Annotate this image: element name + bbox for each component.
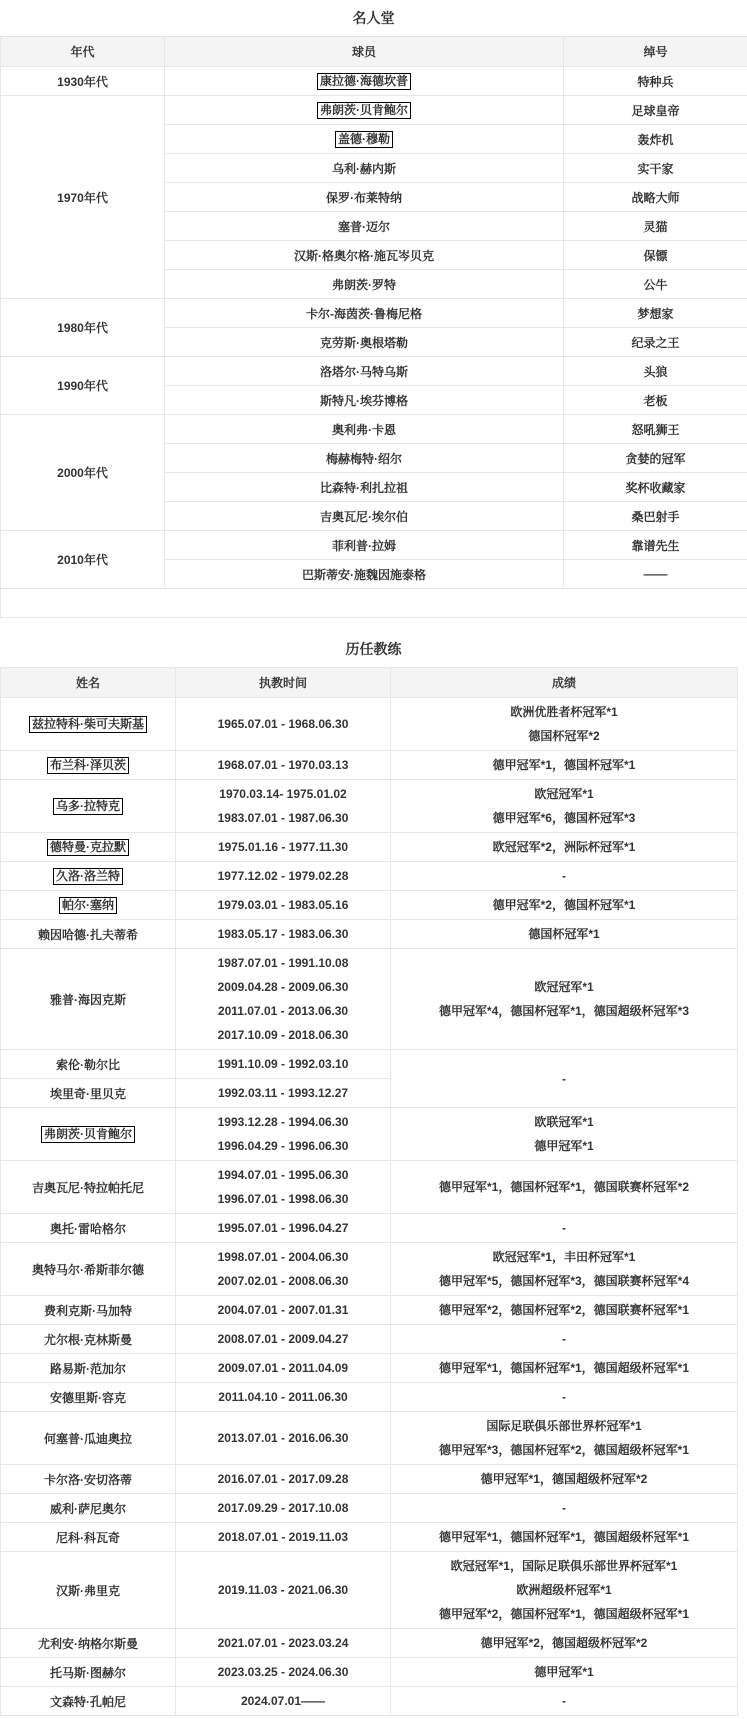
coach-period-line: 2018.07.01 - 2019.11.03 [217, 1530, 349, 1544]
coach-name-cell [1, 751, 176, 780]
coaches-title: 历任教练 [345, 641, 402, 657]
coach-row [1, 1629, 738, 1658]
coach-period-line: 1992.03.11 - 1993.12.27 [217, 1086, 349, 1100]
coach-period-cell [176, 1354, 391, 1383]
coach-row [1, 1108, 738, 1161]
coach-period-cell [176, 1108, 391, 1161]
coach-achievement-line: 德甲冠军*1 [534, 1665, 594, 1679]
coach-name-cell: 费利克斯·马加特 [1, 1296, 176, 1325]
hall-of-fame-row [1, 299, 747, 328]
player-cell [165, 67, 564, 96]
coach-period-line: 2017.10.09 - 2018.06.30 [217, 1028, 349, 1042]
coach-period-cell [176, 1243, 391, 1296]
coach-name-cell: 安德里斯·容克 [1, 1383, 176, 1412]
hall-of-fame-table [0, 36, 747, 618]
coach-name-cell: 尼科·科瓦奇 [1, 1523, 176, 1552]
hall-of-fame-column-header-2: 球员 [165, 37, 564, 67]
coach-name-cell: 奥特马尔·希斯菲尔德 [1, 1243, 176, 1296]
player-cell [165, 96, 564, 125]
hall-of-fame-header-row [1, 37, 747, 67]
coach-period-cell [176, 1079, 391, 1108]
coach-name-cell [1, 862, 176, 891]
coach-row [1, 1687, 738, 1716]
coach-achievement-cell [391, 1494, 738, 1523]
coach-period-cell [176, 1629, 391, 1658]
coach-row [1, 891, 738, 920]
coach-achievement-cell [391, 780, 738, 833]
coach-name-cell: 托马斯·图赫尔 [1, 1658, 176, 1687]
coach-row [1, 1214, 738, 1243]
coach-name-cell: 汉斯·弗里克 [1, 1552, 176, 1629]
coach-achievement-cell [391, 1687, 738, 1716]
coach-achievement-cell [391, 1354, 738, 1383]
coach-row [1, 1161, 738, 1214]
hall-of-fame-row [1, 415, 747, 444]
nickname-cell: 战略大师 [564, 183, 747, 212]
player-cell [165, 125, 564, 154]
coaches-column-header-1: 姓名 [1, 668, 176, 698]
coach-period-cell [176, 1214, 391, 1243]
coach-achievement-line: 欧洲优胜者杯冠军*1 [510, 705, 618, 719]
coach-name-link[interactable]: 乌多·拉特克 [53, 798, 123, 815]
coach-period-line: 2008.07.01 - 2009.04.27 [217, 1332, 349, 1346]
player-link[interactable]: 康拉德·海德坎普 [317, 73, 411, 90]
coach-name-link[interactable]: 德特曼·克拉默 [47, 839, 129, 856]
coach-name-cell: 文森特·孔帕尼 [1, 1687, 176, 1716]
coach-achievement-cell [391, 949, 738, 1050]
coach-achievement-line: 德甲冠军*2，德国杯冠军*2，德国联赛杯冠军*1 [438, 1303, 690, 1317]
coach-name-link[interactable]: 兹拉特科·柴可夫斯基 [29, 716, 147, 733]
coach-achievement-cell [391, 1214, 738, 1243]
coach-period-line: 1979.03.01 - 1983.05.16 [217, 898, 349, 912]
coach-name-cell [1, 833, 176, 862]
hall-of-fame-column-header-1: 年代 [1, 37, 165, 67]
coach-achievement-line: 德甲冠军*1，德国杯冠军*1，德国联赛杯冠军*2 [438, 1180, 690, 1194]
nickname-cell: 特种兵 [564, 67, 747, 96]
coach-period-line: 2019.11.03 - 2021.06.30 [217, 1583, 349, 1597]
coach-name-cell: 雅普·海因克斯 [1, 949, 176, 1050]
coach-period-line: 1994.07.01 - 1995.06.30 [217, 1168, 349, 1182]
coach-name-cell: 尤利安·纳格尔斯曼 [1, 1629, 176, 1658]
nickname-cell: 老板 [564, 386, 747, 415]
coach-achievement-cell [391, 1412, 738, 1465]
coach-row [1, 833, 738, 862]
coaches-header-row [1, 668, 738, 698]
coach-row [1, 1658, 738, 1687]
hall-of-fame-header [1, 37, 747, 67]
coach-period-cell [176, 1465, 391, 1494]
coach-period-line: 1965.07.01 - 1968.06.30 [217, 717, 349, 731]
coach-period-line: 1993.12.28 - 1994.06.30 [217, 1115, 349, 1129]
coach-achievement-line: 欧联冠军*1 [534, 1115, 594, 1129]
coach-period-line: 2021.07.01 - 2023.03.24 [217, 1636, 349, 1650]
coach-period-cell [176, 698, 391, 751]
era-cell: 1970年代 [1, 96, 165, 299]
coach-period-line: 2017.09.29 - 2017.10.08 [217, 1501, 349, 1515]
coach-period-line: 2024.07.01—— [240, 1694, 326, 1708]
coach-achievement-cell [391, 698, 738, 751]
coach-achievement-line: - [562, 1501, 566, 1515]
coach-achievement-line: 欧冠冠军*1 [534, 980, 594, 994]
coaches-table [0, 667, 738, 1716]
hall-of-fame-row [1, 67, 747, 96]
nickname-cell: 公牛 [564, 270, 747, 299]
coach-achievement-line: 欧冠冠军*1 [534, 787, 594, 801]
coach-period-cell [176, 1523, 391, 1552]
coach-achievement-line: - [562, 1221, 566, 1235]
coach-period-cell [176, 1412, 391, 1465]
coaches-column-header-3: 成绩 [391, 668, 738, 698]
coach-achievement-line: 国际足联俱乐部世界杯冠军*1 [486, 1419, 642, 1433]
coach-achievement-cell [391, 1243, 738, 1296]
coach-achievement-line: 德甲冠军*2，德国超级杯冠军*2 [480, 1636, 648, 1650]
nickname-cell: 梦想家 [564, 299, 747, 328]
hall-of-fame-row [1, 96, 747, 125]
coach-row [1, 1465, 738, 1494]
coach-achievement-cell [391, 1629, 738, 1658]
nickname-cell: 奖杯收藏家 [564, 473, 747, 502]
coach-period-cell [176, 833, 391, 862]
player-cell: 奥利弗·卡恩 [165, 415, 564, 444]
coach-name-cell [1, 698, 176, 751]
coach-period-line: 1995.07.01 - 1996.04.27 [217, 1221, 349, 1235]
coach-period-line: 1968.07.01 - 1970.03.13 [217, 758, 349, 772]
nickname-cell: 轰炸机 [564, 125, 747, 154]
nickname-cell: 贪婪的冠军 [564, 444, 747, 473]
era-cell: 1990年代 [1, 357, 165, 415]
era-cell: 1980年代 [1, 299, 165, 357]
coach-achievement-line: 德甲冠军*5，德国杯冠军*3，德国联赛杯冠军*4 [438, 1274, 690, 1288]
coach-period-cell [176, 1383, 391, 1412]
coach-achievement-line: 德甲冠军*2，德国杯冠军*1 [492, 898, 636, 912]
coach-achievement-cell [391, 1296, 738, 1325]
hall-of-fame-row [1, 531, 747, 560]
coach-achievement-line: 欧冠冠军*1，丰田杯冠军*1 [492, 1250, 636, 1264]
coach-period-cell [176, 949, 391, 1050]
coach-row [1, 1383, 738, 1412]
coach-achievement-cell [391, 1552, 738, 1629]
coach-period-line: 1991.10.09 - 1992.03.10 [217, 1057, 349, 1071]
coach-row [1, 698, 738, 751]
coach-achievement-line: 欧洲超级杯冠军*1 [516, 1583, 612, 1597]
player-cell: 保罗·布莱特纳 [165, 183, 564, 212]
coaches-column-header-2: 执教时间 [176, 668, 391, 698]
coach-period-cell [176, 1552, 391, 1629]
coach-row [1, 1050, 738, 1079]
coach-name-cell: 何塞普·瓜迪奥拉 [1, 1412, 176, 1465]
coach-period-line: 1996.04.29 - 1996.06.30 [217, 1139, 349, 1153]
player-cell: 菲利普·拉姆 [165, 531, 564, 560]
coach-achievement-cell [391, 1383, 738, 1412]
player-cell: 乌利·赫内斯 [165, 154, 564, 183]
era-cell: 2000年代 [1, 415, 165, 531]
nickname-cell: —— [564, 560, 747, 589]
coach-achievement-cell [391, 833, 738, 862]
coach-achievement-line: 德甲冠军*2，德国杯冠军*1，德国超级杯冠军*1 [438, 1607, 690, 1621]
player-cell: 吉奥瓦尼·埃尔伯 [165, 502, 564, 531]
coach-row [1, 1552, 738, 1629]
coach-achievement-line: 德国杯冠军*2 [528, 729, 600, 743]
coach-achievement-line: - [562, 1071, 566, 1086]
coach-row [1, 1354, 738, 1383]
player-link[interactable]: 弗朗茨·贝肯鲍尔 [317, 102, 411, 119]
coach-achievement-line: - [562, 869, 566, 883]
player-cell: 梅赫梅特·绍尔 [165, 444, 564, 473]
nickname-cell: 纪录之王 [564, 328, 747, 357]
coach-period-cell [176, 1296, 391, 1325]
coach-achievement-cell [391, 891, 738, 920]
coach-row [1, 1296, 738, 1325]
coach-achievement-line: - [562, 1390, 566, 1404]
coach-row [1, 780, 738, 833]
coach-achievement-cell [391, 1523, 738, 1552]
coach-achievement-line: 欧冠冠军*2，洲际杯冠军*1 [492, 840, 636, 854]
player-cell: 斯特凡·埃芬博格 [165, 386, 564, 415]
coach-achievement-cell [391, 1108, 738, 1161]
coach-achievement-line: 德甲冠军*1，德国杯冠军*1，德国超级杯冠军*1 [438, 1361, 690, 1375]
coach-name-cell: 埃里奇·里贝克 [1, 1079, 176, 1108]
coach-period-cell [176, 1050, 391, 1079]
coach-name-cell: 赖因哈德·扎夫蒂希 [1, 920, 176, 949]
nickname-cell: 怒吼狮王 [564, 415, 747, 444]
coach-name-cell [1, 1108, 176, 1161]
coach-period-line: 1987.07.01 - 1991.10.08 [217, 956, 349, 970]
coach-achievement-cell [391, 1161, 738, 1214]
coach-name-link[interactable]: 久洛·洛兰特 [53, 868, 123, 885]
coach-period-cell [176, 1161, 391, 1214]
coach-achievement-line: - [562, 1694, 566, 1708]
coach-achievement-cell [391, 1050, 738, 1108]
coach-name-cell: 卡尔洛·安切洛蒂 [1, 1465, 176, 1494]
coach-period-cell [176, 751, 391, 780]
coach-period-line: 1998.07.01 - 2004.06.30 [217, 1250, 349, 1264]
nickname-cell: 桑巴射手 [564, 502, 747, 531]
coach-period-cell [176, 1658, 391, 1687]
coach-period-line: 1983.05.17 - 1983.06.30 [217, 927, 349, 941]
coach-row [1, 862, 738, 891]
hall-of-fame-title: 名人堂 [352, 10, 395, 26]
coach-name-cell: 吉奥瓦尼·特拉帕托尼 [1, 1161, 176, 1214]
era-cell: 1930年代 [1, 67, 165, 96]
player-cell: 巴斯蒂安·施魏因施泰格 [165, 560, 564, 589]
coach-name-cell: 尤尔根·克林斯曼 [1, 1325, 176, 1354]
coach-achievement-cell [391, 751, 738, 780]
coach-achievement-cell [391, 1465, 738, 1494]
coach-name-cell: 威利·萨尼奥尔 [1, 1494, 176, 1523]
coach-achievement-line: 德甲冠军*1，德国超级杯冠军*2 [480, 1472, 648, 1486]
coach-achievement-line: 德甲冠军*1 [534, 1139, 594, 1153]
coach-row [1, 920, 738, 949]
coach-row [1, 1523, 738, 1552]
player-cell: 汉斯·格奥尔格·施瓦岑贝克 [165, 241, 564, 270]
coach-period-line: 1977.12.02 - 1979.02.28 [217, 869, 349, 883]
coach-period-line: 2009.07.01 - 2011.04.09 [217, 1361, 349, 1375]
player-link[interactable]: 盖德·穆勒 [335, 131, 393, 148]
coach-name-cell: 路易斯·范加尔 [1, 1354, 176, 1383]
coach-period-line: 2011.04.10 - 2011.06.30 [218, 1390, 348, 1404]
coach-period-cell [176, 1687, 391, 1716]
coach-period-line: 2004.07.01 - 2007.01.31 [217, 1303, 349, 1317]
coach-period-line: 1983.07.01 - 1987.06.30 [217, 811, 349, 825]
coach-achievement-line: 德甲冠军*4，德国杯冠军*1，德国超级杯冠军*3 [438, 1004, 690, 1018]
coach-achievement-cell [391, 920, 738, 949]
player-cell: 卡尔-海茵茨·鲁梅尼格 [165, 299, 564, 328]
coach-name-cell: 奥托·雷哈格尔 [1, 1214, 176, 1243]
nickname-cell: 实干家 [564, 154, 747, 183]
coach-period-line: 1975.01.16 - 1977.11.30 [217, 840, 349, 854]
coach-row [1, 751, 738, 780]
coach-period-line: 1996.07.01 - 1998.06.30 [217, 1192, 349, 1206]
coach-period-cell [176, 920, 391, 949]
coach-row [1, 1412, 738, 1465]
coach-period-line: 2023.03.25 - 2024.06.30 [217, 1665, 349, 1679]
coach-period-line: 2011.07.01 - 2013.06.30 [217, 1004, 349, 1018]
player-cell: 塞普·迈尔 [165, 212, 564, 241]
coach-row [1, 1494, 738, 1523]
coach-name-cell: 索伦·勒尔比 [1, 1050, 176, 1079]
hall-of-fame-empty-row [1, 589, 747, 618]
coach-name-link[interactable]: 布兰科·泽贝茨 [47, 757, 129, 774]
coach-achievement-cell [391, 862, 738, 891]
player-cell: 弗朗茨·罗特 [165, 270, 564, 299]
coach-achievement-cell [391, 1325, 738, 1354]
nickname-cell: 灵猫 [564, 212, 747, 241]
coach-row [1, 1243, 738, 1296]
coach-achievement-line: 德甲冠军*6，德国杯冠军*3 [492, 811, 636, 825]
nickname-cell: 足球皇帝 [564, 96, 747, 125]
coach-achievement-line: 德甲冠军*3，德国杯冠军*2，德国超级杯冠军*1 [438, 1443, 690, 1457]
coach-achievement-line: 欧冠冠军*1，国际足联俱乐部世界杯冠军*1 [450, 1559, 678, 1573]
coach-row [1, 1325, 738, 1354]
coach-achievement-line: - [562, 1332, 566, 1346]
coach-name-cell [1, 780, 176, 833]
coaches-body [1, 698, 738, 1716]
nickname-cell: 头狼 [564, 357, 747, 386]
coach-period-cell [176, 862, 391, 891]
coach-period-cell [176, 891, 391, 920]
hall-of-fame-column-header-3: 绰号 [564, 37, 747, 67]
coach-name-link[interactable]: 弗朗茨·贝肯鲍尔 [41, 1126, 135, 1143]
coach-period-line: 2009.04.28 - 2009.06.30 [217, 980, 349, 994]
coach-period-cell [176, 1494, 391, 1523]
hall-of-fame-body [1, 67, 747, 618]
nickname-cell: 靠谱先生 [564, 531, 747, 560]
coach-period-line: 2013.07.01 - 2016.06.30 [217, 1431, 349, 1445]
player-cell: 克劳斯·奥根塔勒 [165, 328, 564, 357]
coach-achievement-line: 德国杯冠军*1 [528, 927, 600, 941]
coach-period-line: 2016.07.01 - 2017.09.28 [217, 1472, 349, 1486]
era-cell: 2010年代 [1, 531, 165, 589]
coach-achievement-line: 德甲冠军*1，德国杯冠军*1 [492, 758, 636, 772]
player-cell: 比森特·利扎拉祖 [165, 473, 564, 502]
coach-achievement-line: 德甲冠军*1，德国杯冠军*1，德国超级杯冠军*1 [438, 1530, 690, 1544]
coach-name-cell [1, 891, 176, 920]
coaches-header [1, 668, 738, 698]
nickname-cell: 保镖 [564, 241, 747, 270]
coach-name-link[interactable]: 帕尔·塞纳 [59, 897, 117, 914]
empty-cell [1, 589, 747, 618]
coach-achievement-cell [391, 1658, 738, 1687]
coach-row [1, 949, 738, 1050]
hall-of-fame-row [1, 357, 747, 386]
player-cell: 洛塔尔·马特乌斯 [165, 357, 564, 386]
coach-period-cell [176, 1325, 391, 1354]
coach-period-line: 2007.02.01 - 2008.06.30 [217, 1274, 349, 1288]
coach-period-cell [176, 780, 391, 833]
coach-period-line: 1970.03.14- 1975.01.02 [219, 787, 347, 801]
